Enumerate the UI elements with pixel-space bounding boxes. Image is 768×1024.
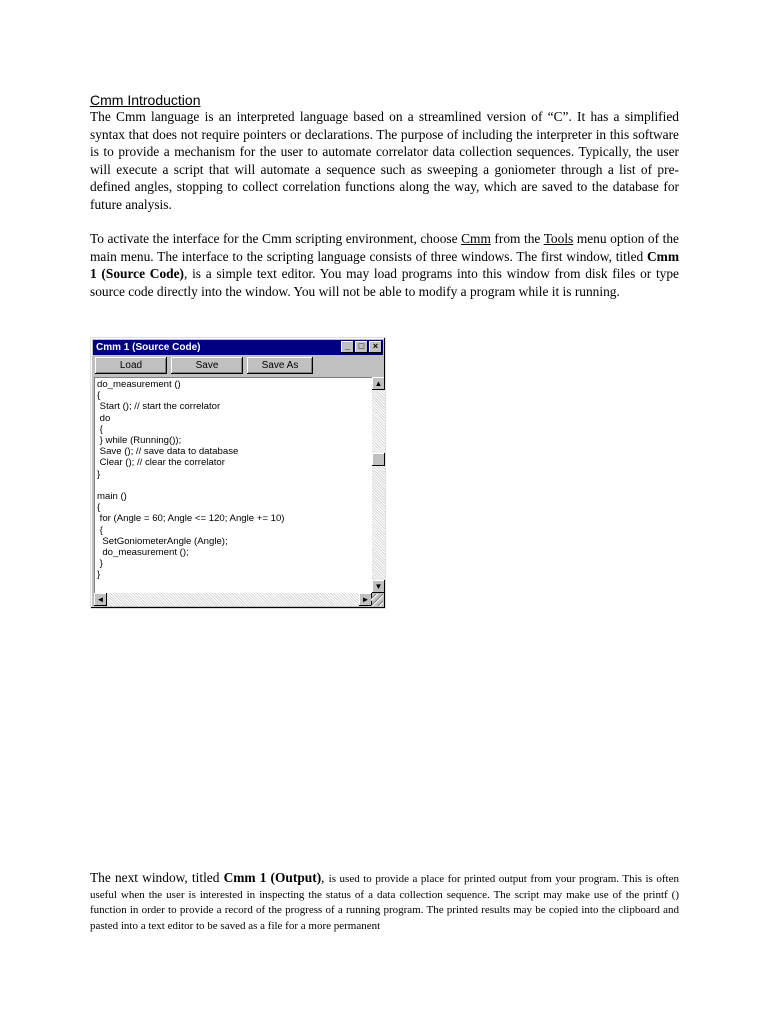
- save-as-button[interactable]: Save As: [247, 357, 313, 374]
- resize-grip-icon[interactable]: [371, 594, 383, 606]
- output-window-title-ref: Cmm 1 (Output): [223, 870, 322, 885]
- minimize-button[interactable]: _: [341, 341, 354, 353]
- vertical-scrollbar[interactable]: [372, 377, 385, 593]
- output-paragraph: [90, 870, 679, 934]
- source-window-title-ref: Cmm 1 (Source Code): [90, 248, 679, 281]
- activation-paragraph: [90, 230, 679, 300]
- text-run: from the: [490, 231, 544, 246]
- scroll-right-icon[interactable]: ►: [359, 593, 372, 606]
- horizontal-scrollbar[interactable]: [94, 593, 372, 606]
- text-run: To activate the interface for the Cmm scripting environment, choose: [90, 231, 462, 246]
- menu-cmm-ref: Cmm: [461, 231, 491, 246]
- source-code-text[interactable]: do_measurement () { Start (); // start the correlator do { } while (Running()); Save (); // save data to database Clear (); // clear the correlator } main () { for (Angle = 60; Angle <= 120; Angle += 10) { SetGoniometerAngle (Angle); do_measurement (); } }: [97, 379, 285, 581]
- document-body: [90, 92, 679, 300]
- output-window-section: [90, 870, 679, 934]
- window-toolbar: [95, 357, 313, 375]
- window-titlebar[interactable]: [93, 340, 383, 355]
- scroll-left-icon[interactable]: ◄: [94, 593, 107, 606]
- source-code-window: [90, 337, 386, 609]
- intro-paragraph: The Cmm language is an interpreted language based on a streamlined version of “C”. It has a simplified syntax that does not require pointers or declarations. The purpose of including the interpreter in this software is to provide a mechanism for the user to automate correlator data collection sequences. Typically, the user will execute a script that will automate a sequence such as sweeping a goniometer through a list of pre-defined angles, stopping to collect correlation functions along the way, which are saved to the database for future analysis.: [90, 109, 679, 212]
- text-run: The next window, titled: [90, 870, 224, 885]
- text-run: menu option of the main menu. The interface to the scripting language consists of three windows. The first window, titled: [90, 231, 679, 264]
- close-button[interactable]: ×: [369, 341, 382, 353]
- window-title: Cmm 1 (Source Code): [96, 342, 201, 353]
- scroll-up-icon[interactable]: ▲: [372, 377, 385, 390]
- maximize-button[interactable]: □: [355, 341, 368, 353]
- save-button[interactable]: Save: [171, 357, 243, 374]
- text-run: is used to provide a place for printed output from your program. This is often useful when the user is interested in inspecting the status of a data collection sequence. The script may make use of the printf () function in order to provide a record of the progress of a running program. The printed results may be copied into the clipboard and pasted into a text editor to be saved as a file for a more permanent: [90, 873, 679, 932]
- text-run: , is a simple text editor. You may load programs into this window from disk files or type source code directly into the window. You will not be able to modify a program while it is running.: [90, 266, 679, 299]
- text-run: ,: [321, 870, 329, 885]
- code-editor[interactable]: [94, 377, 374, 593]
- load-button[interactable]: Load: [95, 357, 167, 374]
- scroll-down-icon[interactable]: ▼: [372, 580, 385, 593]
- menu-tools-ref: Tools: [543, 231, 574, 246]
- section-heading: Cmm Introduction: [90, 92, 201, 108]
- vertical-scroll-thumb[interactable]: [372, 453, 385, 466]
